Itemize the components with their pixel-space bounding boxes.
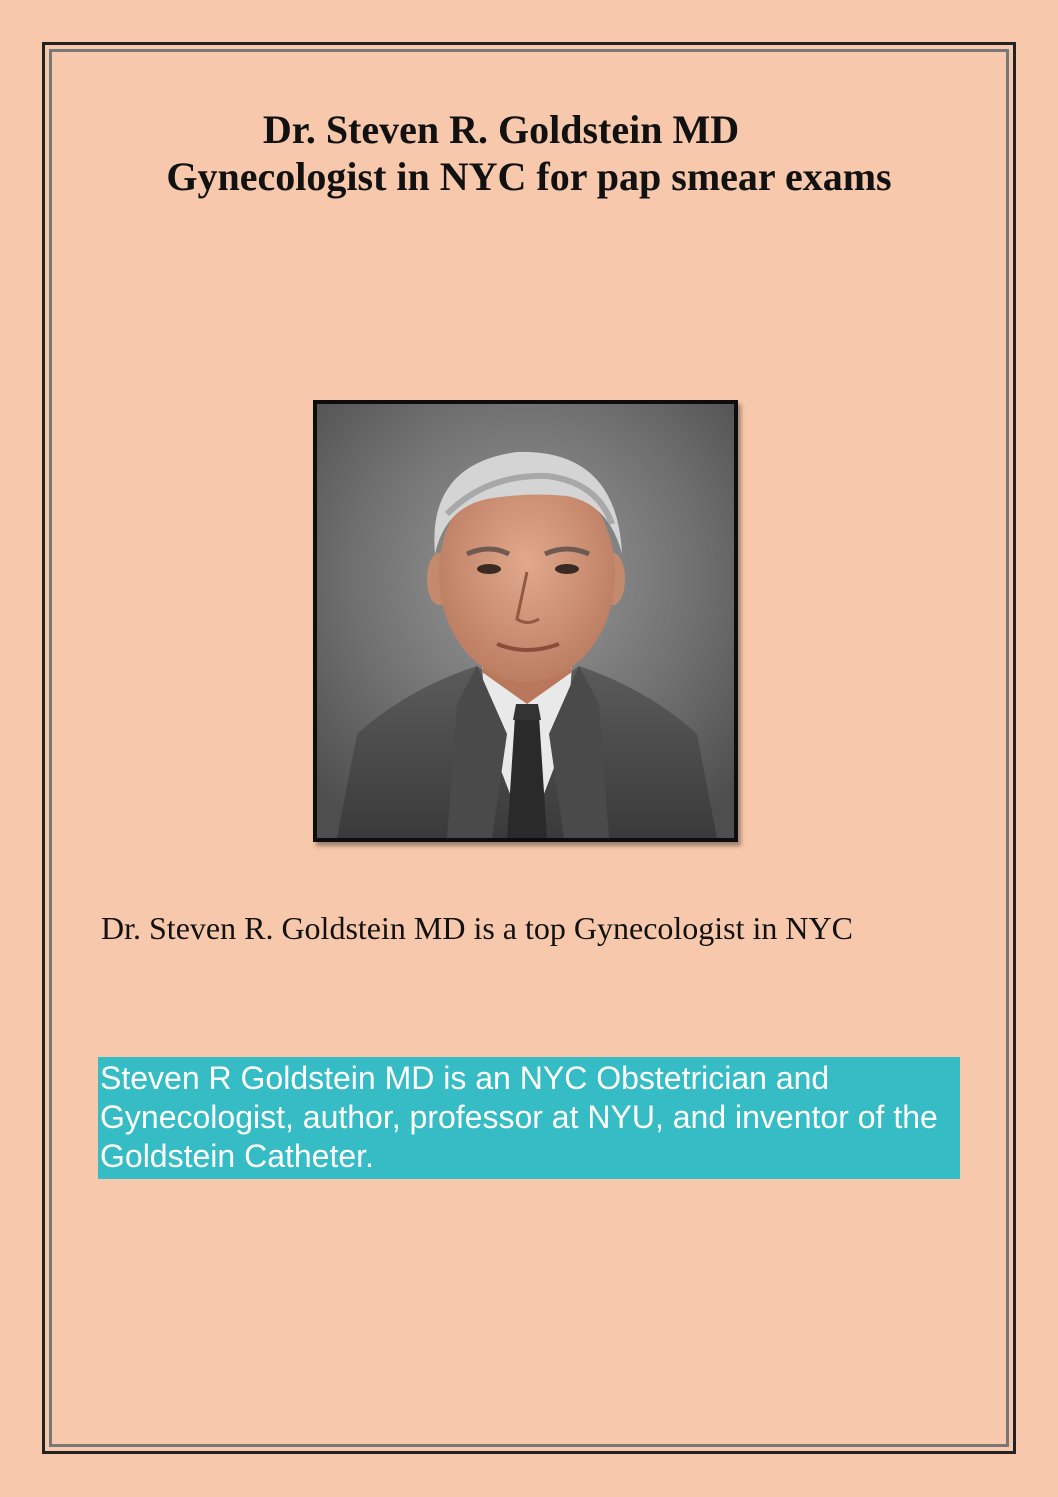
highlight-paragraph: Steven R Goldstein MD is an NYC Obstetrician and Gynecologist, author, professor at NYU, and inventor of the Goldstein Catheter. (98, 1057, 960, 1179)
title-line-2: Gynecologist in NYC for pap smear exams (166, 154, 892, 199)
title-line-1: Dr. Steven R. Goldstein MD (262, 107, 740, 152)
portrait-photo (313, 400, 738, 842)
page-title (0, 106, 1058, 200)
portrait-illustration (317, 404, 734, 838)
subtitle-text: Dr. Steven R. Goldstein MD is a top Gynecologist in NYC (101, 910, 853, 946)
